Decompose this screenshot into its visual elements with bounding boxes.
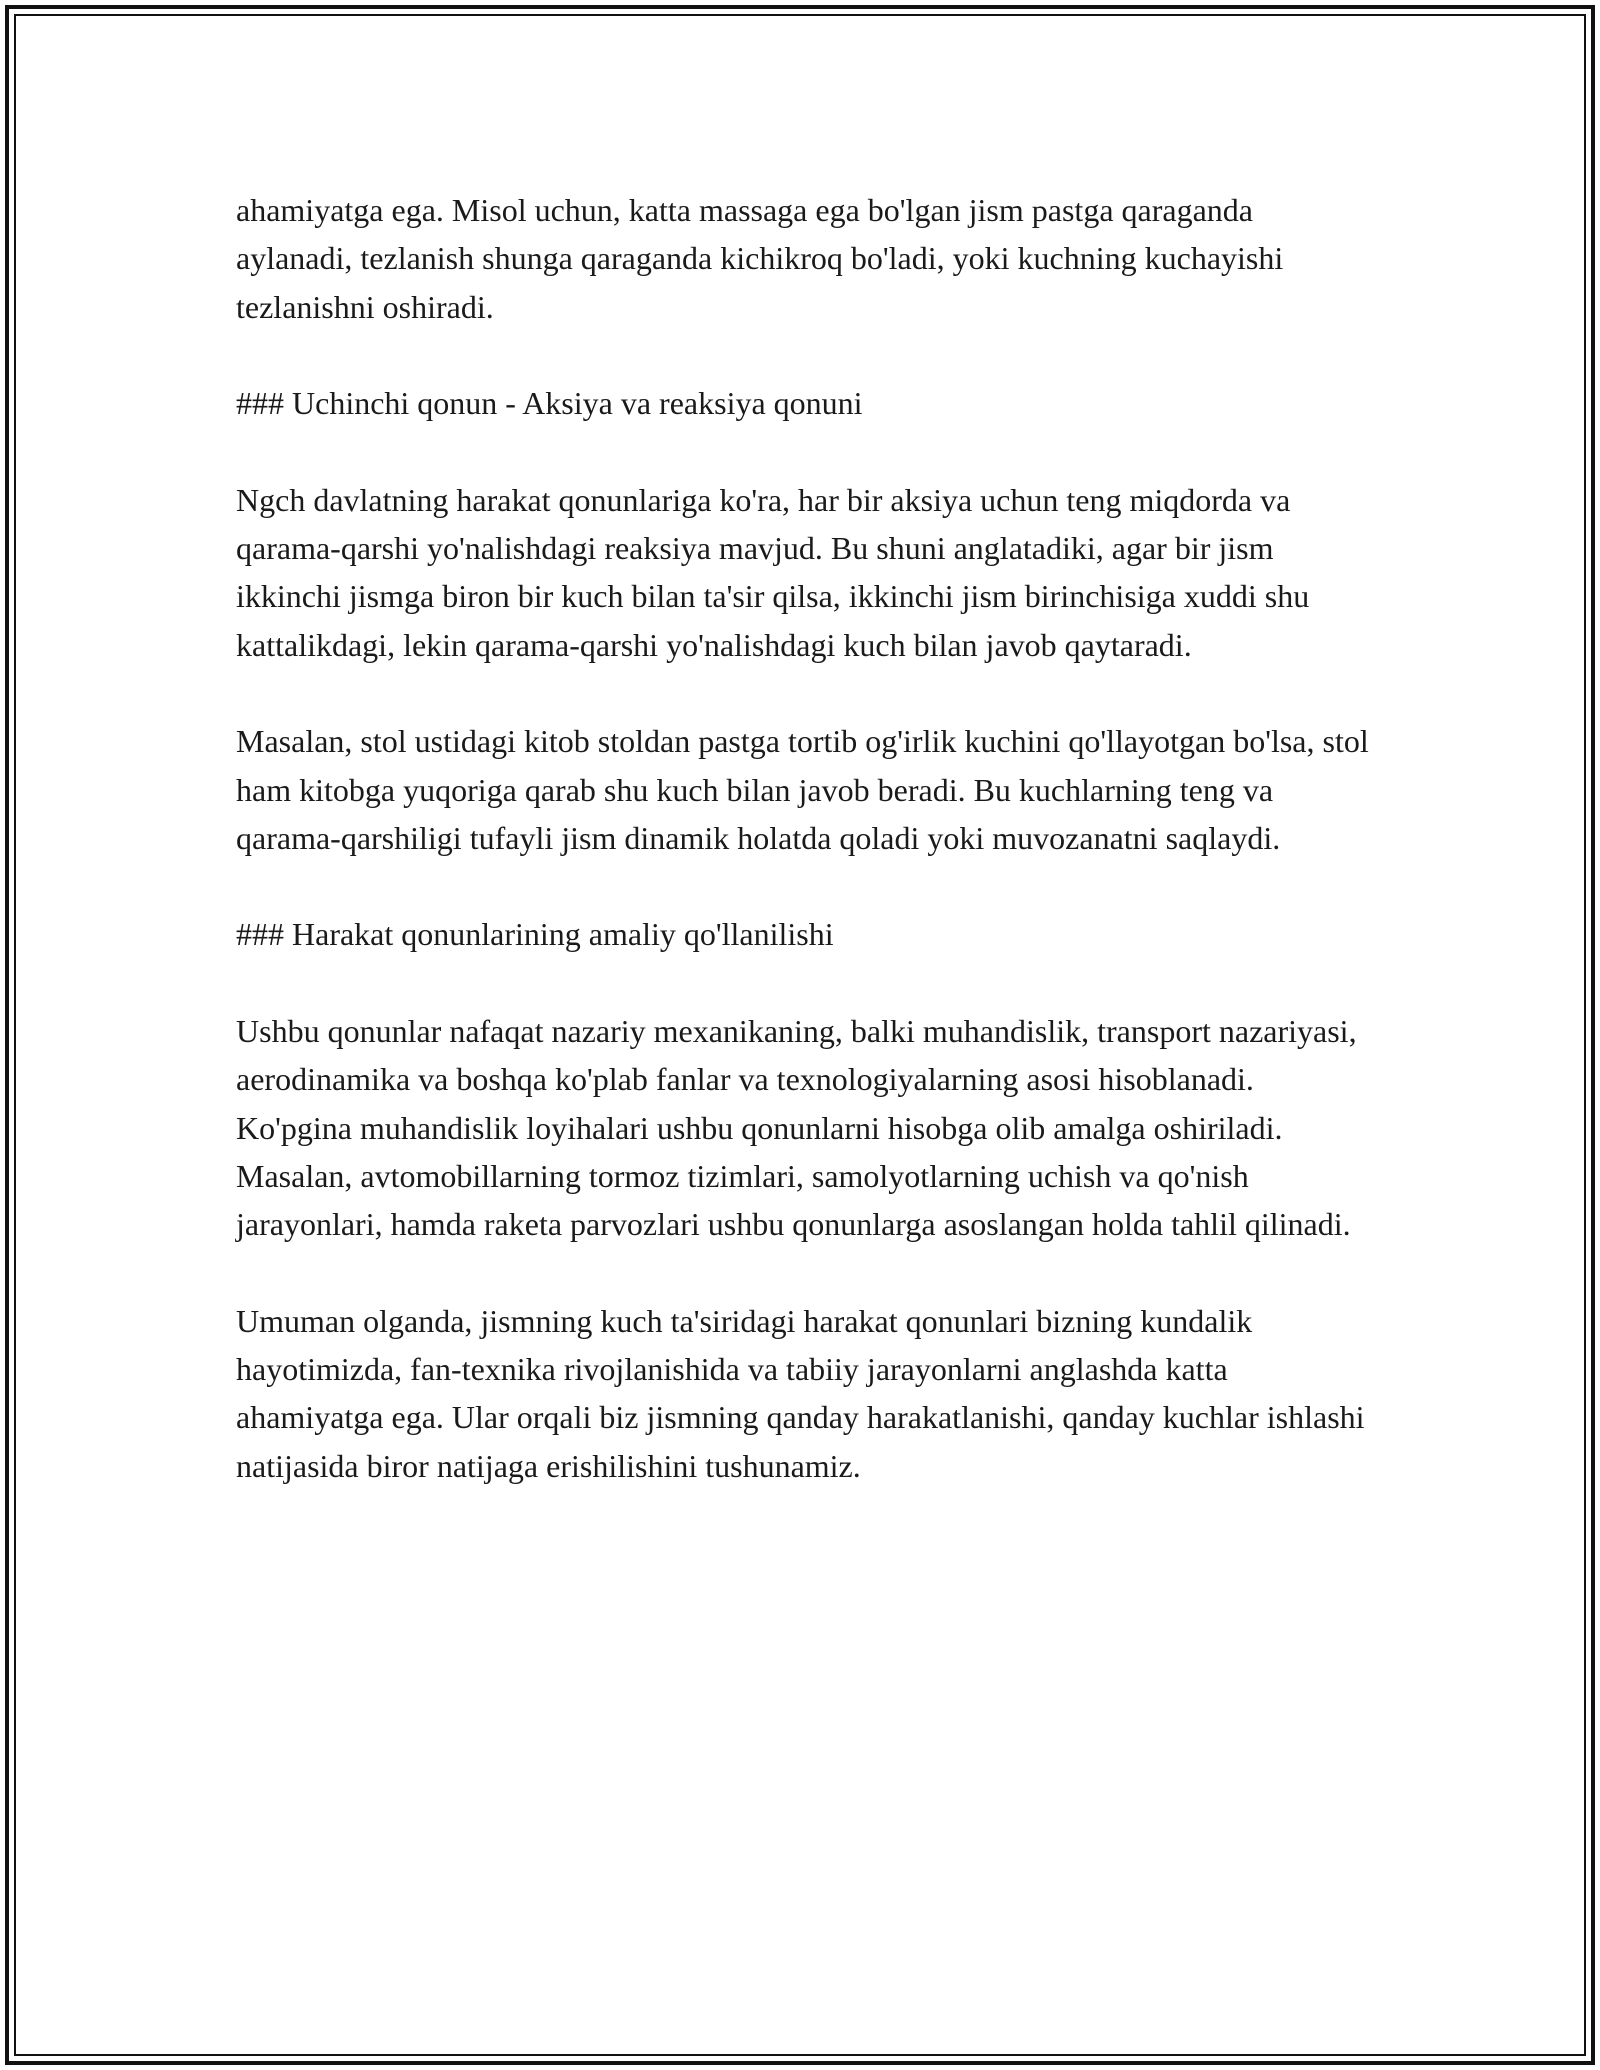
paragraph-conclusion: Umuman olganda, jismning kuch ta'siridagi harakat qonunlari bizning kundalik hayotimizda, fan-texnika rivojlanishida va tabiiy jarayonlarni anglashda katta ahamiyatga ega. Ular orqali biz jismning qanday harakatlanishi, qanday kuchlar ishlashi natijasida biror natijaga erishilishini tushunamiz.: [236, 1302, 1365, 1484]
paragraph-example: Masalan, stol ustidagi kitob stoldan pastga tortib og'irlik kuchini qo'llayotgan bo'lsa, stol ham kitobga yuqoriga qarab shu kuch bilan javob beradi. Bu kuchlarning teng va qarama-qarshiligi tufayli jism dinamik holatda qoladi yoki muvozanatni saqlaydi.: [236, 723, 1369, 856]
heading-applications: ### Harakat qonunlarining amaliy qo'llanilishi: [236, 916, 834, 953]
heading-third-law: ### Uchinchi qonun - Aksiya va reaksiya qonuni: [236, 385, 863, 422]
document-body: [236, 186, 1376, 1538]
paragraph-applications: Ushbu qonunlar nafaqat nazariy mexanikaning, balki muhandislik, transport nazariyasi, aerodinamika va boshqa ko'plab fanlar va texnologiyalarning asosi hisoblanadi. Ko'pgina muhandislik loyihalari ushbu qonunlarni hisobga olib amalga oshiriladi. Masalan, avtomobillarning tormoz tizimlari, samolyotlarning uchish va qo'nish jarayonlari, hamda raketa parvozlari ushbu qonunlarga asoslangan holda tahlil qilinadi.: [236, 1013, 1357, 1243]
paragraph-third-law: Ngch davlatning harakat qonunlariga ko'ra, har bir aksiya uchun teng miqdorda va qarama-qarshi yo'nalishdagi reaksiya mavjud. Bu shuni anglatadiki, agar bir jism ikkinchi jismga biron bir kuch bilan ta'sir qilsa, ikkinchi jism birinchisiga xuddi shu kattalikdagi, lekin qarama-qarshi yo'nalishdagi kuch bilan javob qaytaradi.: [236, 481, 1310, 663]
paragraph-continuation: ahamiyatga ega. Misol uchun, katta massaga ega bo'lgan jism pastga qaraganda aylanadi, tezlanish shunga qaraganda kichikroq bo'ladi, yoki kuchning kuchayishi tezlanishni oshiradi.: [236, 192, 1284, 325]
